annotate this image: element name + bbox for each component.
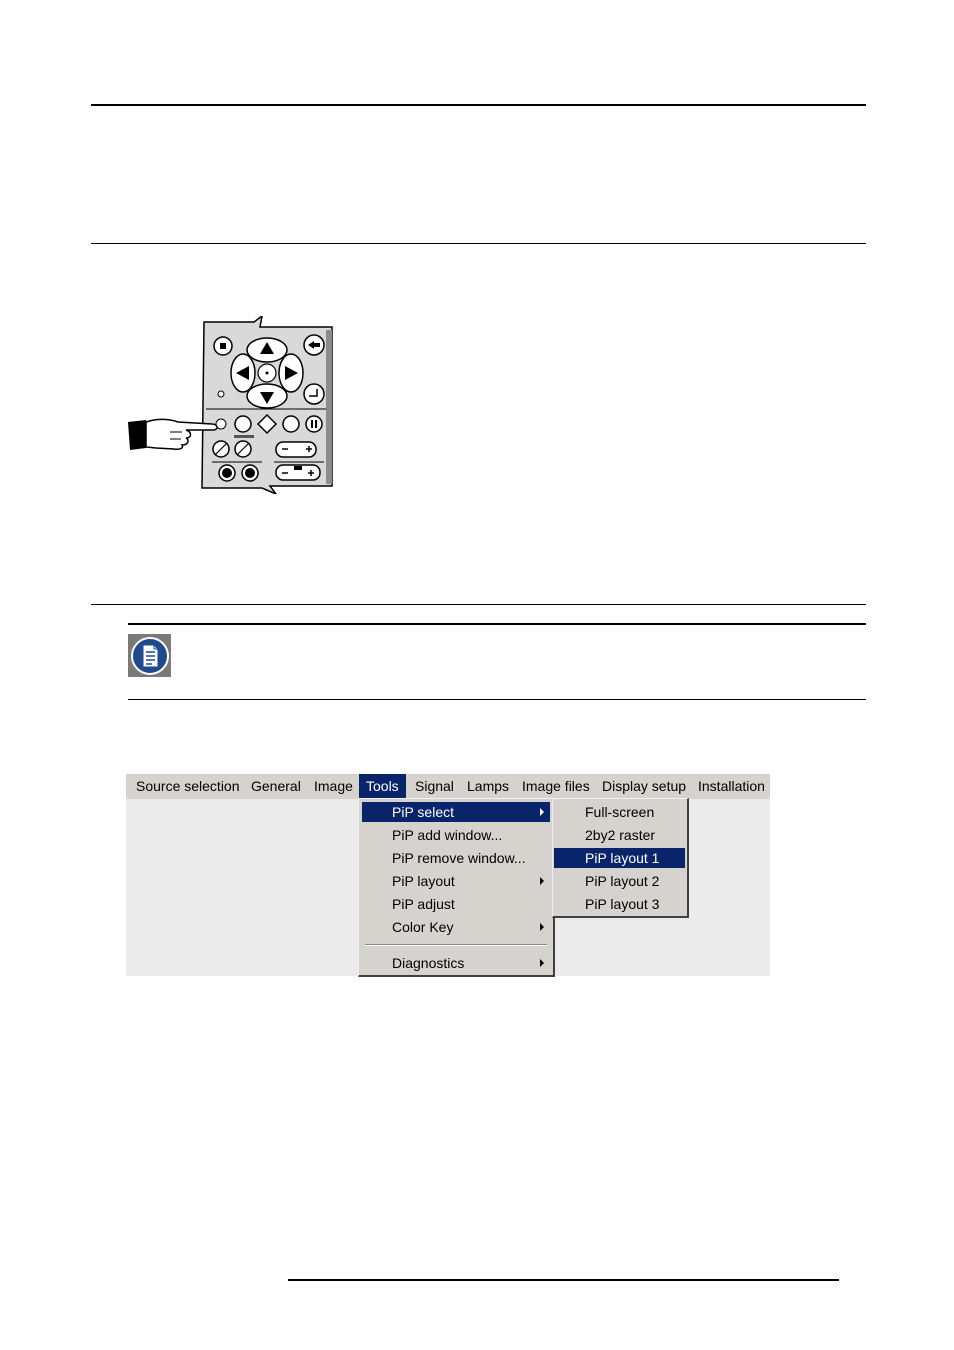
menu-installation[interactable]: Installation — [698, 778, 765, 794]
section-rule — [91, 604, 866, 605]
note-bottom-rule — [128, 699, 866, 700]
submenu-arrow-icon — [540, 923, 544, 931]
footer-rule — [288, 1279, 839, 1281]
menu-image[interactable]: Image — [314, 778, 353, 794]
header-rule — [91, 104, 866, 106]
submenu-item-pip-layout-3[interactable]: PiP layout 3 — [585, 896, 660, 912]
menu-general[interactable]: General — [251, 778, 301, 794]
submenu-arrow-icon — [540, 808, 544, 816]
submenu-item-pip-layout-1[interactable]: PiP layout 1 — [554, 848, 685, 868]
section-rule — [91, 243, 866, 244]
remote-control-illustration — [126, 316, 352, 494]
submenu-arrow-icon — [540, 959, 544, 967]
submenu-item-2by2-raster[interactable]: 2by2 raster — [585, 827, 656, 843]
menu-item-pip-select[interactable]: PiP select — [362, 802, 550, 822]
note-top-rule — [128, 623, 866, 625]
menu-item-diagnostics[interactable]: Diagnostics — [362, 953, 550, 973]
menu-item-pip-add-window[interactable]: PiP add window... — [392, 827, 503, 843]
submenu-arrow-icon — [540, 877, 544, 885]
menu-screenshot — [126, 774, 770, 976]
tools-dropdown — [358, 798, 555, 977]
menu-display-setup[interactable]: Display setup — [602, 778, 687, 794]
menu-tools[interactable]: Tools — [359, 774, 406, 799]
menu-bar — [126, 774, 770, 799]
note-document-icon — [128, 634, 171, 677]
menu-separator — [365, 944, 547, 946]
menu-image-files[interactable]: Image files — [522, 778, 590, 794]
pointing-hand-icon — [126, 414, 226, 454]
menu-item-color-key[interactable]: Color Key — [362, 917, 550, 937]
menu-source-selection[interactable]: Source selection — [136, 778, 240, 794]
menu-item-pip-adjust[interactable]: PiP adjust — [392, 896, 455, 912]
menu-item-pip-remove-window[interactable]: PiP remove window... — [392, 850, 526, 866]
submenu-item-full-screen[interactable]: Full-screen — [585, 804, 655, 820]
menu-item-pip-layout[interactable]: PiP layout — [362, 871, 550, 891]
menu-signal[interactable]: Signal — [415, 778, 454, 794]
menu-lamps[interactable]: Lamps — [467, 778, 510, 794]
pip-select-submenu — [552, 798, 689, 918]
submenu-item-pip-layout-2[interactable]: PiP layout 2 — [585, 873, 660, 889]
